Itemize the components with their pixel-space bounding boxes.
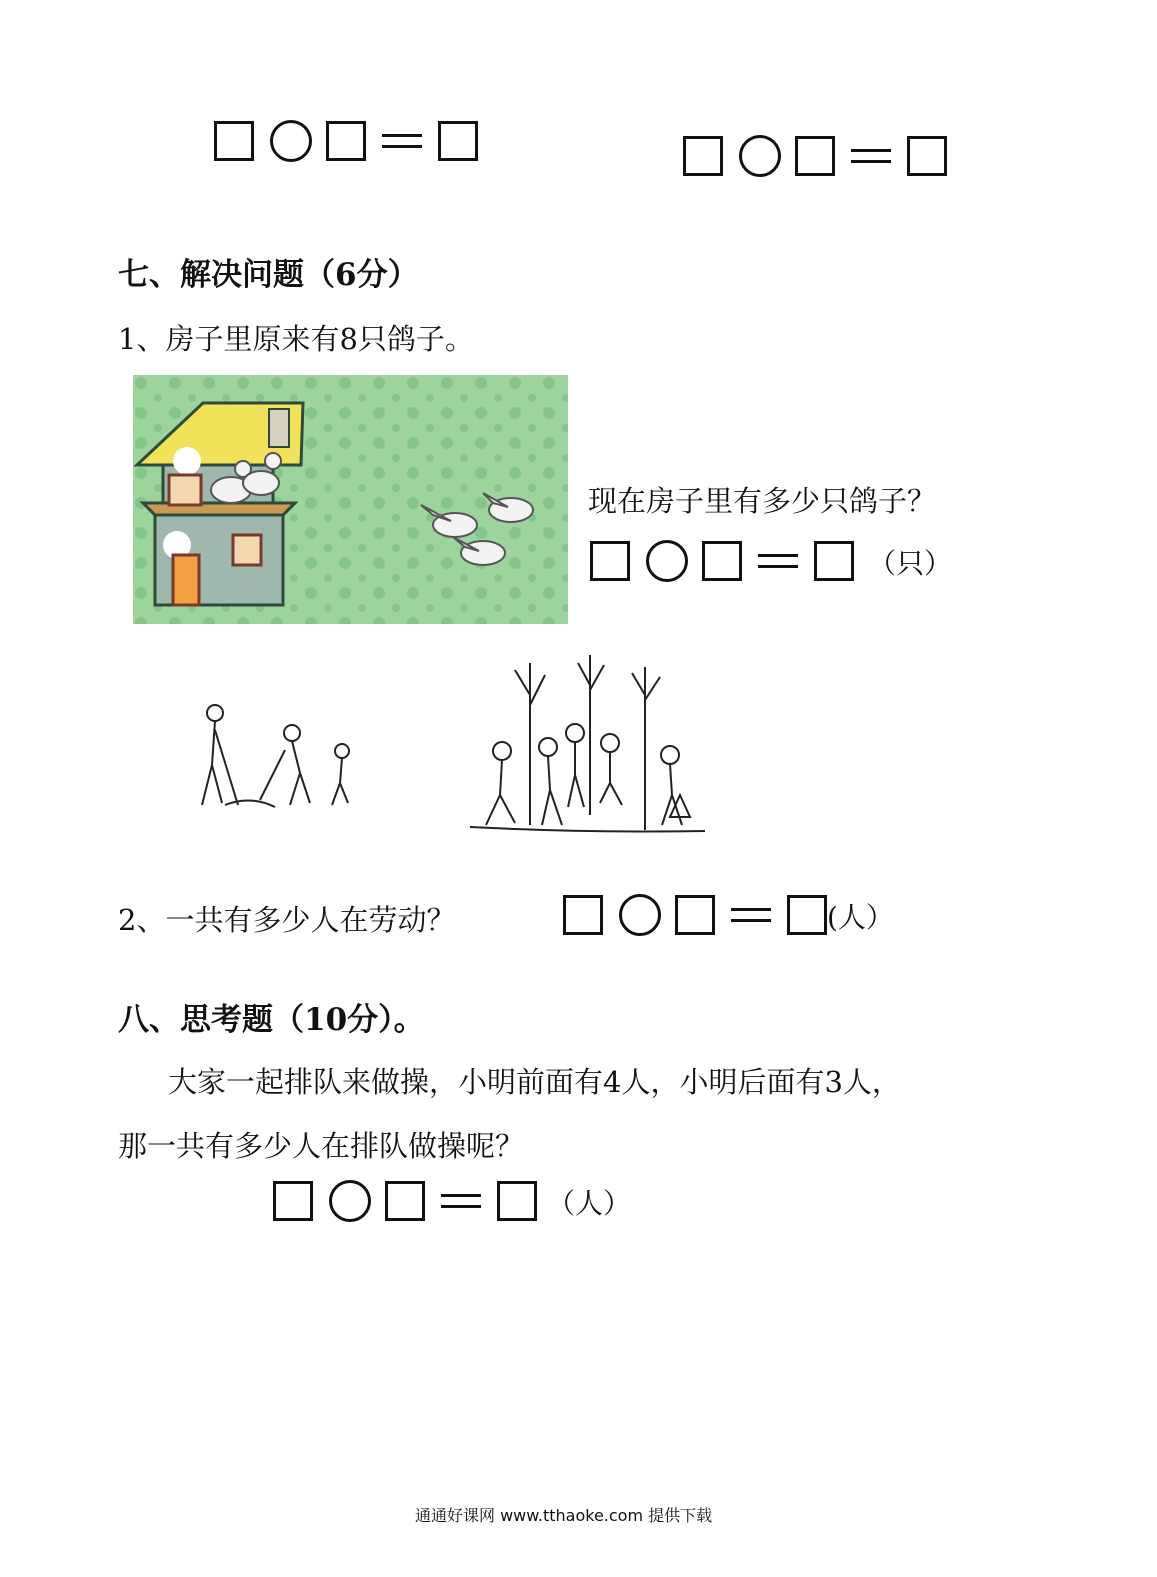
- equals-sign: [731, 908, 771, 922]
- unit-label: （只）: [868, 547, 953, 580]
- answer-box[interactable]: [497, 1181, 537, 1221]
- question-2-text: 2、一共有多少人在劳动？: [118, 903, 456, 937]
- answer-box[interactable]: [702, 541, 742, 581]
- answer-box[interactable]: [907, 136, 947, 176]
- question-1-text: 1、房子里原来有8只鸽子。: [118, 322, 474, 356]
- answer-box[interactable]: [385, 1181, 425, 1221]
- footer-source: 通通好课网 www.tthaoke.com 提供下载: [415, 1506, 713, 1525]
- equation-row-top-left: [214, 120, 484, 164]
- equals-sign: [758, 554, 798, 568]
- equation-row-top-right: [683, 135, 953, 179]
- equation-row-q1: [590, 540, 953, 584]
- equation-row-section8: [273, 1180, 643, 1224]
- answer-box[interactable]: [273, 1181, 313, 1221]
- answer-box[interactable]: [683, 136, 723, 176]
- operator-circle[interactable]: [329, 1180, 371, 1222]
- section-8-line-2: 那一共有多少人在排队做操呢？: [118, 1129, 525, 1163]
- answer-box[interactable]: [675, 895, 715, 935]
- people-working-illustration: [190, 655, 710, 845]
- answer-box[interactable]: [214, 121, 254, 161]
- operator-circle[interactable]: [739, 135, 781, 177]
- answer-box[interactable]: [795, 136, 835, 176]
- operator-circle[interactable]: [270, 120, 312, 162]
- equals-sign: [441, 1194, 481, 1208]
- answer-box[interactable]: [438, 121, 478, 161]
- equation-row-q2: [563, 894, 903, 938]
- operator-circle[interactable]: [619, 894, 661, 936]
- unit-label: （人）: [547, 1187, 632, 1220]
- section-8-title: 八、思考题（10分）。: [118, 1002, 425, 1038]
- operator-circle[interactable]: [646, 540, 688, 582]
- equals-sign: [382, 134, 422, 148]
- pigeon-house-illustration: [133, 375, 568, 624]
- section-8-line-1: 大家一起排队来做操，小明前面有4人，小明后面有3人，: [168, 1065, 901, 1099]
- question-1-prompt: 现在房子里有多少只鸽子？: [588, 484, 937, 518]
- answer-box[interactable]: [326, 121, 366, 161]
- answer-box[interactable]: [563, 895, 603, 935]
- equals-sign: [851, 149, 891, 163]
- section-7-title: 七、解决问题（6分）: [118, 257, 419, 293]
- unit-label: (人）: [827, 901, 894, 934]
- answer-box[interactable]: [814, 541, 854, 581]
- answer-box[interactable]: [590, 541, 630, 581]
- answer-box[interactable]: [787, 895, 827, 935]
